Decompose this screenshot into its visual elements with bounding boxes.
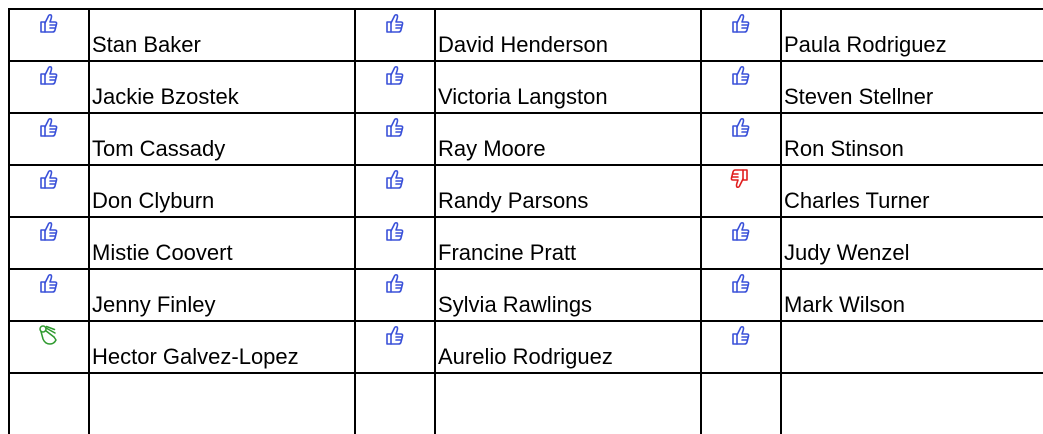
name-cell [780,8,1043,60]
icon-cell [700,216,780,268]
person-name: Judy Wenzel [784,240,910,265]
icon-cell [354,164,434,216]
icon-cell [8,320,88,372]
icon-cell [354,216,434,268]
row-divider [8,268,1043,270]
person-name: Jenny Finley [92,292,216,317]
row-divider [8,60,1043,62]
icon-cell [700,372,780,424]
name-cell [434,8,700,60]
name-cell [434,216,700,268]
column-divider [780,8,782,434]
thumbs-up-icon [382,323,406,347]
icon-cell [354,268,434,320]
icon-cell [700,320,780,372]
name-cell [780,372,1043,424]
icon-cell [354,372,434,424]
row-divider [8,112,1043,114]
name-cell [434,320,700,372]
person-name: Hector Galvez-Lopez [92,344,299,369]
icon-cell [8,164,88,216]
icon-cell [700,8,780,60]
thumbs-up-icon [382,11,406,35]
thumbs-up-icon [36,271,60,295]
thumbs-up-icon [728,11,752,35]
person-name: Randy Parsons [438,188,589,213]
thumbs-up-icon [382,271,406,295]
name-cell [88,372,354,424]
name-cell [88,164,354,216]
icon-cell [700,60,780,112]
name-cell [434,60,700,112]
icon-cell [8,112,88,164]
column-divider [8,8,10,434]
person-name: David Henderson [438,32,608,57]
icon-cell [354,320,434,372]
thumbs-up-icon [382,63,406,87]
column-divider [88,8,90,434]
thumbs-up-icon [382,219,406,243]
thumbs-up-icon [36,115,60,139]
name-cell [88,60,354,112]
icon-cell [700,268,780,320]
ok-hand-icon [36,323,60,347]
thumbs-down-icon [728,167,752,191]
name-cell [780,216,1043,268]
person-name: Victoria Langston [438,84,608,109]
person-name: Mark Wilson [784,292,906,317]
name-cell [780,112,1043,164]
icon-cell [8,8,88,60]
person-name: Sylvia Rawlings [438,292,593,317]
thumbs-up-icon [382,167,406,191]
thumbs-up-icon [36,167,60,191]
thumbs-up-icon [36,219,60,243]
person-name: Francine Pratt [438,240,577,265]
person-name: Stan Baker [92,32,201,57]
icon-cell [700,112,780,164]
row-divider [8,164,1043,166]
name-cell [434,164,700,216]
thumbs-up-icon [382,115,406,139]
person-name: Steven Stellner [784,84,934,109]
name-cell [780,268,1043,320]
thumbs-up-icon [728,219,752,243]
icon-cell [8,268,88,320]
column-divider [354,8,356,434]
thumbs-up-icon [728,63,752,87]
column-divider [700,8,702,434]
name-cell [88,112,354,164]
column-divider [434,8,436,434]
name-cell [88,268,354,320]
thumbs-up-icon [728,115,752,139]
icon-cell [8,372,88,424]
person-name: Charles Turner [784,188,930,213]
name-cell [780,164,1043,216]
name-cell [88,320,354,372]
thumbs-up-icon [36,63,60,87]
name-cell [780,320,1043,372]
person-name: Tom Cassady [92,136,226,161]
person-name: Don Clyburn [92,188,215,213]
name-cell [88,216,354,268]
name-cell [434,112,700,164]
row-divider [8,320,1043,322]
name-cell [434,268,700,320]
thumbs-up-icon [728,271,752,295]
thumbs-up-icon [728,323,752,347]
icon-cell [354,8,434,60]
thumbs-up-icon [36,11,60,35]
name-cell [88,8,354,60]
person-name: Mistie Coovert [92,240,233,265]
row-divider [8,216,1043,218]
icon-cell [8,60,88,112]
name-cell [434,372,700,424]
person-name: Paula Rodriguez [784,32,947,57]
icon-cell [354,112,434,164]
row-divider [8,372,1043,374]
person-name: Aurelio Rodriguez [438,344,613,369]
person-name: Ray Moore [438,136,546,161]
row-divider [8,8,1043,10]
person-name: Ron Stinson [784,136,904,161]
icon-cell [8,216,88,268]
person-name: Jackie Bzostek [92,84,239,109]
name-cell [780,60,1043,112]
icon-cell [700,164,780,216]
icon-cell [354,60,434,112]
